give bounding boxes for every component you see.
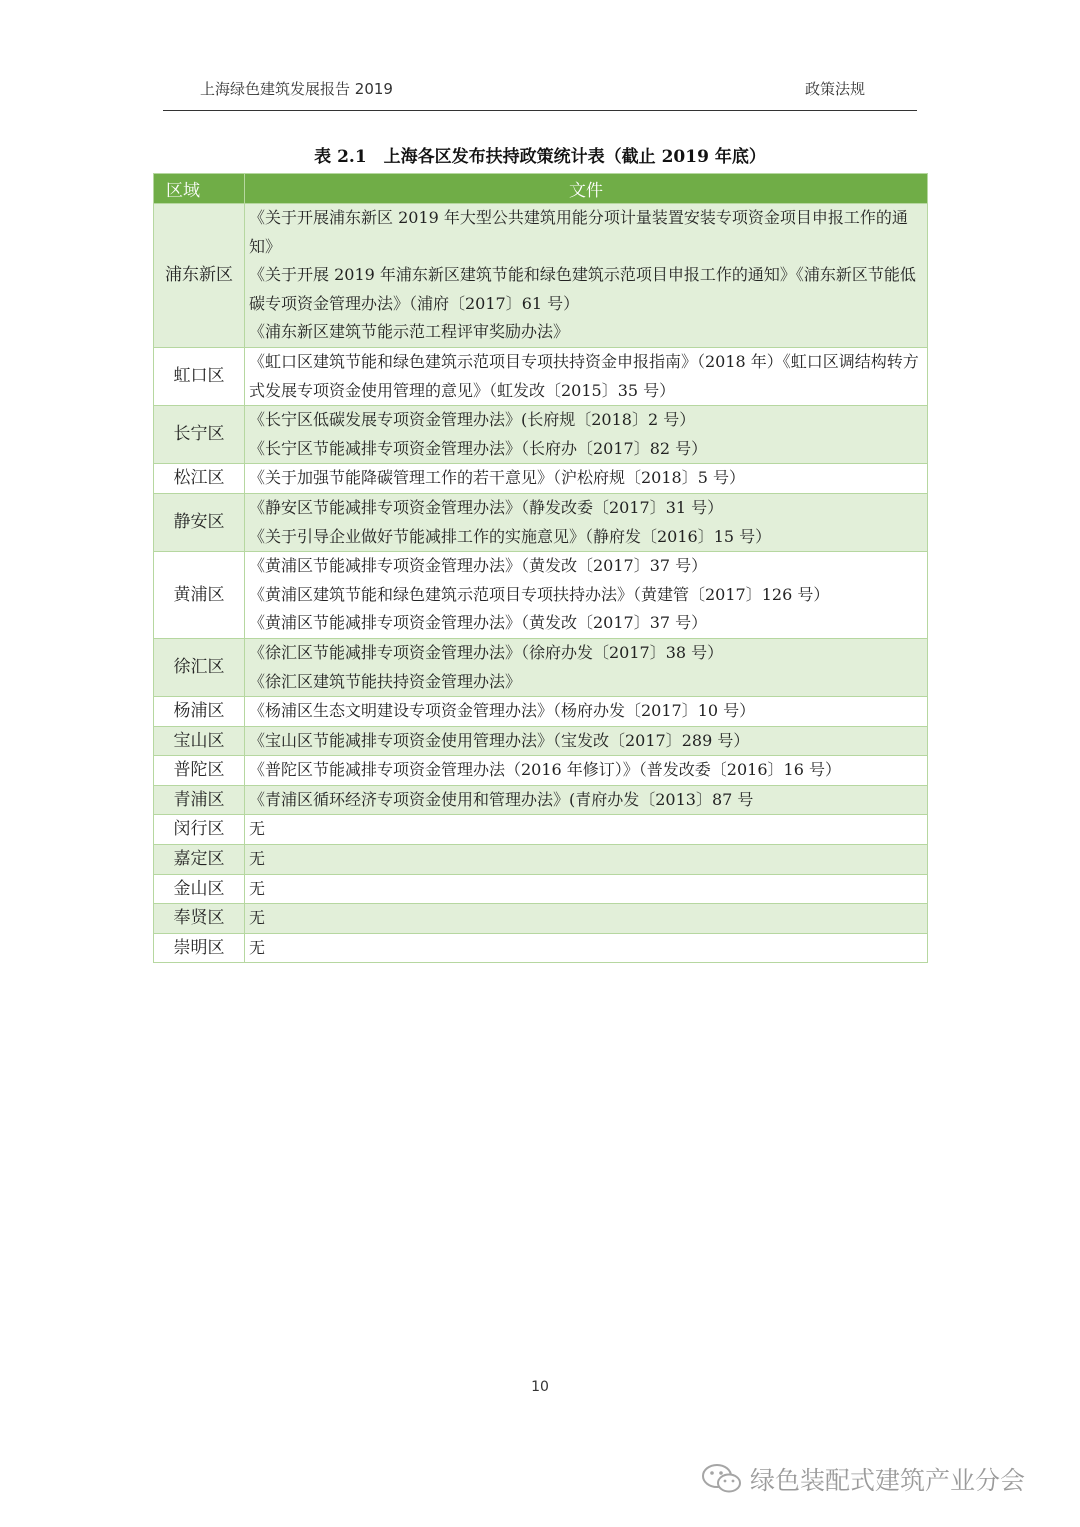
document-entry: 《虹口区建筑节能和绿色建筑示范项目专项扶持资金申报指南》（2018 年）《虹口区调结构转方式发展专项资金使用管理的意见》（虹发改〔2015〕35 号） xyxy=(249,351,919,400)
table-row xyxy=(154,845,928,875)
document-entry: 《长宁区低碳发展专项资金管理办法》(长府规〔2018〕2 号） xyxy=(249,410,696,430)
table-row xyxy=(154,552,928,639)
table-row xyxy=(154,785,928,815)
documents-cell xyxy=(245,406,928,464)
document-entry: 无 xyxy=(249,908,266,928)
document-entry: 《黄浦区节能减排专项资金管理办法》（黄发改〔2017〕37 号） xyxy=(249,613,708,633)
policy-table-body xyxy=(154,204,928,963)
running-header-title: 上海绿色建筑发展报告 2019 xyxy=(200,80,393,98)
region-cell: 宝山区 xyxy=(154,726,245,756)
wechat-icon xyxy=(700,1462,744,1496)
document-entry: 《静安区节能减排专项资金管理办法》（静发改委〔2017〕31 号） xyxy=(249,497,724,517)
region-cell: 普陀区 xyxy=(154,756,245,786)
document-entry: 《关于引导企业做好节能减排工作的实施意见》（静府发〔2016〕15 号） xyxy=(249,526,772,546)
region-cell: 浦东新区 xyxy=(154,204,245,348)
table-row xyxy=(154,406,928,464)
document-entry: 《浦东新区建筑节能示范工程评审奖励办法》 xyxy=(249,322,570,342)
page-number: 10 xyxy=(531,1379,549,1395)
region-cell: 徐汇区 xyxy=(154,638,245,696)
documents-cell xyxy=(245,204,928,348)
table-row xyxy=(154,464,928,494)
document-entry: 无 xyxy=(249,849,266,869)
documents-cell xyxy=(245,638,928,696)
table-row xyxy=(154,347,928,405)
region-cell: 虹口区 xyxy=(154,347,245,405)
region-cell: 长宁区 xyxy=(154,406,245,464)
documents-cell xyxy=(245,933,928,963)
documents-cell xyxy=(245,874,928,904)
documents-cell xyxy=(245,464,928,494)
documents-cell xyxy=(245,493,928,551)
document-entry: 《关于加强节能降碳管理工作的若干意见》（沪松府规〔2018〕5 号） xyxy=(249,468,745,488)
table-row xyxy=(154,904,928,934)
documents-cell xyxy=(245,785,928,815)
running-header-section: 政策法规 xyxy=(805,80,866,98)
table-header-row xyxy=(154,174,928,204)
table-row xyxy=(154,874,928,904)
table-row xyxy=(154,756,928,786)
table-row xyxy=(154,726,928,756)
document-entry: 《杨浦区生态文明建设专项资金管理办法》（杨府办发〔2017〕10 号） xyxy=(249,701,756,721)
policy-table xyxy=(153,173,928,963)
document-entry: 无 xyxy=(249,819,266,839)
column-header-region: 区域 xyxy=(154,174,245,204)
region-cell: 崇明区 xyxy=(154,933,245,963)
documents-cell xyxy=(245,815,928,845)
document-entry: 无 xyxy=(249,878,266,898)
document-entry: 《黄浦区建筑节能和绿色建筑示范项目专项扶持办法》（黄建管〔2017〕126 号） xyxy=(249,584,830,604)
region-cell: 松江区 xyxy=(154,464,245,494)
region-cell: 嘉定区 xyxy=(154,845,245,875)
table-row xyxy=(154,815,928,845)
documents-cell xyxy=(245,756,928,786)
watermark-text: 绿色装配式建筑产业分会 xyxy=(750,1466,1026,1495)
documents-cell xyxy=(245,845,928,875)
table-row xyxy=(154,493,928,551)
document-entry: 《宝山区节能减排专项资金使用管理办法》（宝发改〔2017〕289 号） xyxy=(249,730,750,750)
watermark xyxy=(700,1461,1025,1497)
table-row xyxy=(154,697,928,727)
documents-cell xyxy=(245,697,928,727)
document-entry: 无 xyxy=(249,937,266,957)
table-row xyxy=(154,638,928,696)
region-cell: 青浦区 xyxy=(154,785,245,815)
document-entry: 《黄浦区节能减排专项资金管理办法》（黄发改〔2017〕37 号） xyxy=(249,556,708,576)
documents-cell xyxy=(245,552,928,639)
document-entry: 《青浦区循环经济专项资金使用和管理办法》(青府办发〔2013〕87 号 xyxy=(249,789,754,809)
document-entry: 《普陀区节能减排专项资金管理办法（2016 年修订）》（普发改委〔2016〕16 号） xyxy=(249,760,841,780)
document-entry: 《关于开展 2019 年浦东新区建筑节能和绿色建筑示范项目申报工作的通知》《浦东新区节能低碳专项资金管理办法》（浦府〔2017〕61 号） xyxy=(249,265,916,313)
header-divider xyxy=(163,110,917,111)
documents-cell xyxy=(245,347,928,405)
documents-cell xyxy=(245,726,928,756)
document-entry: 《徐汇区节能减排专项资金管理办法》（徐府办发〔2017〕38 号） xyxy=(249,642,724,662)
documents-cell xyxy=(245,904,928,934)
table-row xyxy=(154,204,928,348)
region-cell: 闵行区 xyxy=(154,815,245,845)
region-cell: 静安区 xyxy=(154,493,245,551)
document-entry: 《关于开展浦东新区 2019 年大型公共建筑用能分项计量装置安装专项资金项目申报工作的通知》 xyxy=(249,208,908,256)
region-cell: 金山区 xyxy=(154,874,245,904)
document-entry: 《长宁区节能减排专项资金管理办法》（长府办〔2017〕82 号） xyxy=(249,438,708,458)
column-header-documents: 文件 xyxy=(245,174,928,204)
region-cell: 黄浦区 xyxy=(154,552,245,639)
region-cell: 杨浦区 xyxy=(154,697,245,727)
region-cell: 奉贤区 xyxy=(154,904,245,934)
table-row xyxy=(154,933,928,963)
document-entry: 《徐汇区建筑节能扶持资金管理办法》 xyxy=(249,671,522,691)
table-caption: 表 2.1 上海各区发布扶持政策统计表（截止 2019 年底） xyxy=(314,147,766,167)
